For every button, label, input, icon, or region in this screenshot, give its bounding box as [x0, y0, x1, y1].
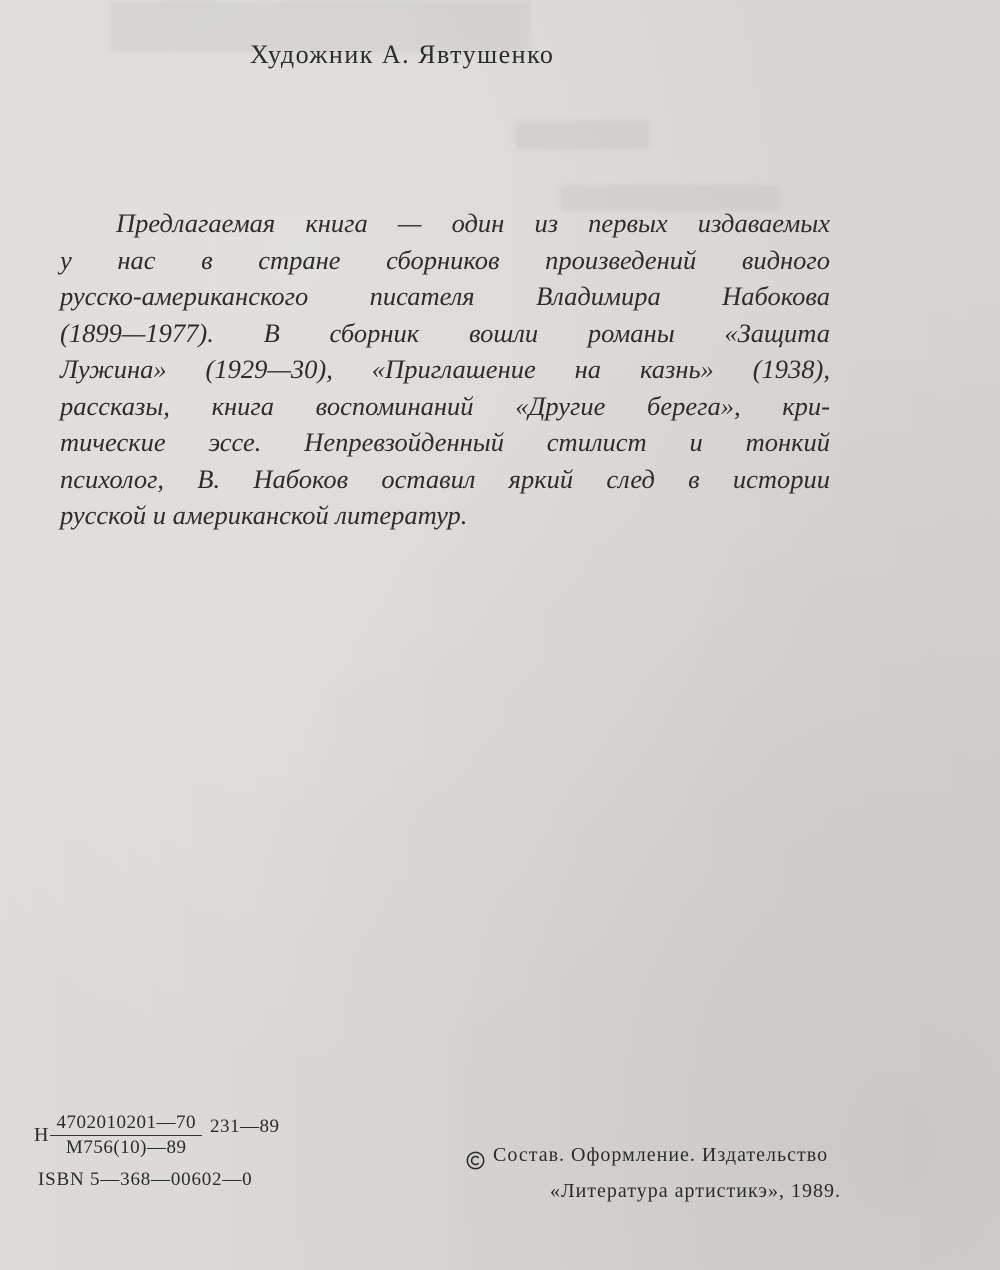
annotation-line: рассказы, книга воспоминаний «Другие берега», кри- — [60, 390, 830, 421]
catalog-denominator: М756(10)—89 — [65, 1137, 187, 1158]
annotation-line: (1899—1977). В сборник вошли романы «Защита — [60, 317, 830, 348]
annotation-line: у нас в стране сборников произведений видного — [60, 244, 830, 275]
artist-credit: Художник А. Явтушенко — [250, 40, 555, 69]
bibliographic-record — [34, 1112, 279, 1191]
annotation-line: тические эссе. Непревзойденный стилист и тонкий — [60, 427, 830, 457]
annotation-line: Предлагаемая книга — один из первых издаваемых — [116, 208, 830, 238]
catalog-prefix: Н — [34, 1124, 49, 1146]
copyright-line-2: «Литература артистикэ», 1989. — [550, 1180, 842, 1202]
annotation-line: Лужина» (1929—30), «Приглашение на казнь» (1938), — [60, 354, 830, 384]
annotation-line: русско-американского писателя Владимира Набокова — [60, 281, 830, 311]
catalog-index — [34, 1112, 279, 1159]
book-annotation — [60, 205, 830, 534]
annotation-line: русской и американской литератур. — [60, 500, 468, 530]
catalog-fraction — [50, 1112, 202, 1159]
copyright-notice — [466, 1137, 946, 1209]
copyright-line-1: Состав. Оформление. Издательство — [493, 1144, 829, 1166]
catalog-numerator: 4702010201—70 — [50, 1112, 202, 1136]
catalog-code: 231—89 — [209, 1115, 280, 1137]
show-through-subtitle — [515, 120, 650, 150]
annotation-line: психолог, В. Набоков оставил яркий след в истории — [60, 463, 830, 494]
isbn: ISBN 5—368—00602—0 — [38, 1169, 253, 1190]
copyright-icon — [466, 1146, 485, 1165]
